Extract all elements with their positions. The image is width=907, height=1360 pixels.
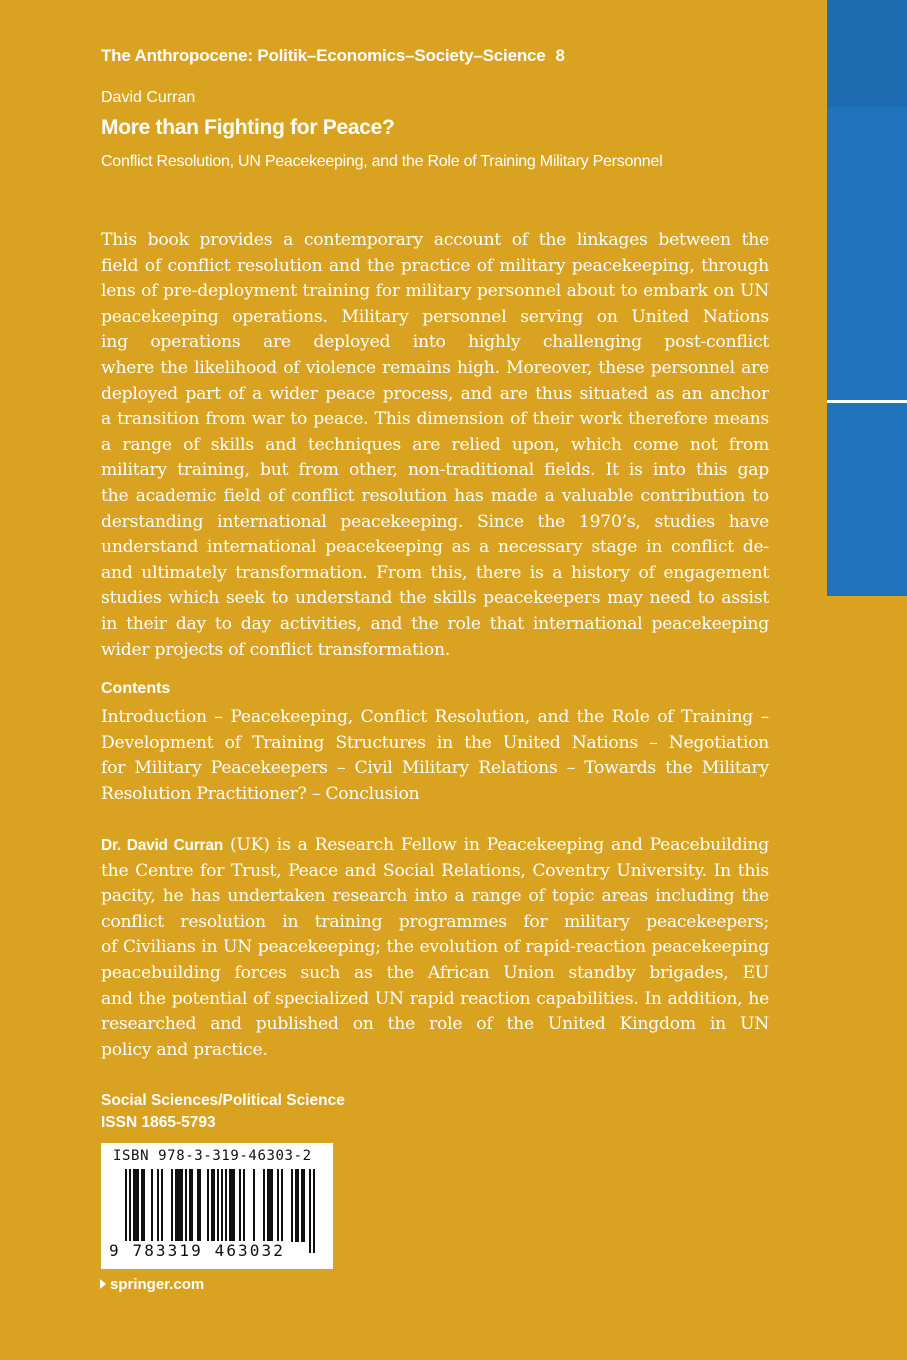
- contents-line: for Military Peacekeepers – Civil Military Relations – Towards the Military: [101, 758, 769, 779]
- bio-line: conflict resolution in training programmes for military peacekeepers;: [101, 911, 769, 932]
- arrow-right-icon: [100, 1279, 106, 1289]
- series-title: [101, 46, 565, 66]
- abstract-line: wider projects of conflict transformation.: [101, 639, 451, 660]
- barcode-bar: [185, 1169, 187, 1242]
- barcode-bar: [199, 1169, 201, 1242]
- contents-line: Introduction – Peacekeeping, Conflict Resolution, and the Role of Training –: [101, 707, 769, 727]
- barcode-bar: [253, 1169, 255, 1242]
- abstract-line: studies which seek to understand the skills peacekeepers may need to assist: [101, 588, 769, 609]
- barcode-bar: [309, 1169, 311, 1253]
- bio-author-name: Dr. David Curran: [101, 837, 223, 854]
- barcode-bar: [189, 1169, 191, 1242]
- abstract-line: and ultimately transformation. From this, there is a history of engagement: [101, 562, 769, 583]
- bio-line: peacebuilding forces such as the African Union standby brigades, EU: [101, 962, 769, 983]
- bio-line: and the potential of specialized UN rapid reaction capabilities. In addition, he: [101, 988, 769, 1009]
- abstract-line: the academic field of conflict resolution has made a valuable contribution to: [101, 485, 769, 506]
- publisher-url: springer.com: [110, 1276, 205, 1293]
- publisher-link[interactable]: [100, 1276, 204, 1293]
- bio-line: policy and practice.: [101, 1039, 268, 1060]
- abstract-line: understand international peacekeeping as a necessary stage in conflict de-: [101, 537, 769, 558]
- barcode-bar: [229, 1169, 231, 1242]
- barcode-bar: [135, 1169, 137, 1242]
- barcode-bar: [231, 1169, 233, 1242]
- abstract-line: in their day to day activities, and the role that international peacekeeping: [101, 613, 769, 634]
- barcode-bar: [225, 1169, 227, 1242]
- barcode-bar: [181, 1169, 183, 1242]
- barcode-bar: [277, 1169, 279, 1242]
- barcode-bar: [269, 1169, 271, 1242]
- barcode-bar: [171, 1169, 173, 1242]
- barcode-bar: [281, 1169, 283, 1242]
- barcode-bar: [137, 1169, 139, 1242]
- barcode-bar: [295, 1169, 297, 1242]
- spine-tab-rule: [827, 400, 907, 403]
- spine-tab-top-band: [827, 0, 907, 107]
- barcode-bar: [303, 1169, 305, 1242]
- abstract-line: a transition from war to peace. This dimension of their work therefore means: [101, 409, 769, 430]
- abstract-line: derstanding international peacekeeping. Since the 1970’s, studies have: [101, 511, 769, 532]
- barcode-bar: [175, 1169, 177, 1242]
- barcode-bar: [263, 1169, 265, 1242]
- barcode-bar: [243, 1169, 245, 1242]
- book-title: More than Fighting for Peace?: [101, 116, 395, 139]
- issn-label: ISSN 1865-5793: [101, 1114, 216, 1131]
- abstract-line: field of conflict resolution and the practice of military peacekeeping, through: [101, 255, 769, 276]
- barcode-bar: [177, 1169, 179, 1242]
- abstract-line: peacekeeping operations. Military personnel serving on United Nations: [101, 306, 769, 327]
- barcode-bar: [301, 1169, 303, 1242]
- contents-list: [101, 705, 769, 807]
- bio-first-line: [101, 833, 769, 859]
- ean-digits: 9 783319 463032: [109, 1241, 285, 1260]
- abstract-line: where the likelihood of violence remains high. Moreover, these personnel are: [101, 357, 769, 378]
- book-subtitle: Conflict Resolution, UN Peacekeeping, and the Role of Training Military Personnel: [101, 153, 663, 170]
- barcode-bar: [151, 1169, 153, 1242]
- author-bio: [101, 833, 769, 1063]
- isbn-label: ISBN 978-3-319-46303-2: [113, 1148, 312, 1164]
- abstract-line: deployed part of a wider peace process, and are thus situated as an anchor: [101, 383, 769, 404]
- barcode-bar: [233, 1169, 235, 1242]
- barcode-bar: [207, 1169, 209, 1242]
- bio-line: the Centre for Trust, Peace and Social Relations, Coventry University. In this: [101, 860, 769, 881]
- barcode-bar: [213, 1169, 215, 1242]
- barcode-bar: [191, 1169, 193, 1242]
- abstract-line: lens of pre-deployment training for military personnel about to embark on UN: [101, 281, 769, 302]
- barcode-bar: [197, 1169, 199, 1242]
- subject-category: [101, 1090, 345, 1134]
- author-name: David Curran: [101, 89, 196, 106]
- subject-label: Social Sciences/Political Science: [101, 1092, 345, 1109]
- contents-line: Resolution Practitioner? – Conclusion: [101, 783, 420, 804]
- bio-line: pacity, he has undertaken research into a range of topic areas including the: [101, 886, 769, 907]
- barcode-bar: [267, 1169, 269, 1242]
- bio-line: of Civilians in UN peacekeeping; the evolution of rapid-reaction peacekeeping: [101, 937, 769, 958]
- barcode-bar: [297, 1169, 299, 1242]
- bio-line: researched and published on the role of the United Kingdom in UN: [101, 1014, 769, 1035]
- barcode-bar: [211, 1169, 213, 1242]
- barcode-bar: [143, 1169, 145, 1242]
- abstract-line: This book provides a contemporary account of the linkages between the: [101, 230, 769, 250]
- abstract-line: ing operations are deployed into highly challenging post-conflict: [101, 332, 769, 353]
- barcode-bar: [141, 1169, 143, 1242]
- abstract-paragraph: [101, 228, 769, 663]
- barcode-bar: [179, 1169, 181, 1242]
- barcode-bar: [313, 1169, 315, 1253]
- barcode-bar: [133, 1169, 135, 1242]
- contents-heading: Contents: [101, 680, 171, 697]
- isbn-barcode: [101, 1143, 333, 1269]
- bio-first-line-text: (UK) is a Research Fellow in Peacekeeping and Peacebuilding: [229, 835, 769, 855]
- barcode-bar: [161, 1169, 163, 1242]
- barcode-bar: [239, 1169, 241, 1242]
- abstract-line: military training, but from other, non-traditional fields. It is into this gap: [101, 460, 769, 481]
- series-volume: 8: [555, 46, 565, 65]
- series-name: The Anthropocene: Politik–Economics–Society–Science: [101, 46, 546, 65]
- abstract-line: a range of skills and techniques are relied upon, which come not from: [101, 434, 769, 455]
- barcode-bar: [291, 1169, 293, 1242]
- barcode-bar: [271, 1169, 273, 1242]
- contents-line: Development of Training Structures in the United Nations – Negotiation: [101, 732, 769, 753]
- barcode-bar: [157, 1169, 159, 1242]
- spine-color-tab: [827, 0, 907, 596]
